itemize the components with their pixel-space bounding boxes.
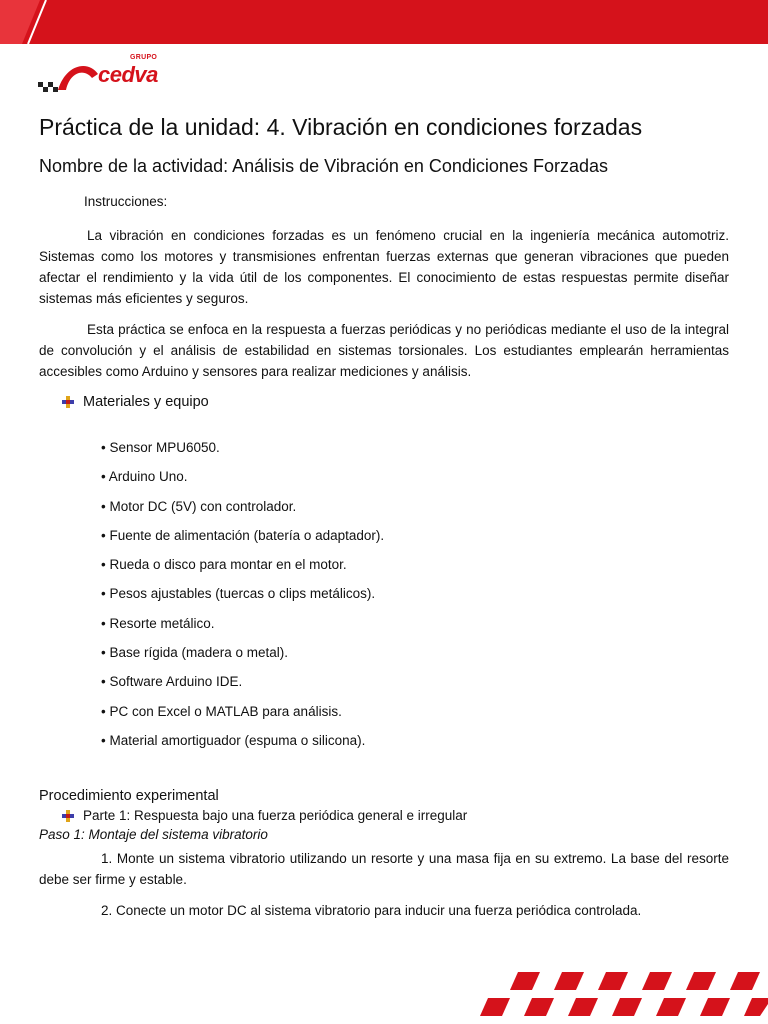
- part-1-heading: [61, 808, 729, 823]
- instructions-label: Instrucciones:: [84, 194, 168, 209]
- intro-paragraph-2: Esta práctica se enfoca en la respuesta a fuerzas periódicas y no periódicas mediante el uso de la integral de convolución y el análisis de estabilidad en sistemas torsionales. Los estudiantes emplearán herramientas accesibles como Arduino y sensores para realizar mediciones y análisis.: [39, 322, 729, 379]
- list-item: • Software Arduino IDE.: [101, 674, 243, 690]
- cross-bullet-icon: [61, 395, 75, 409]
- list-item: • Material amortiguador (espuma o silicona).: [101, 732, 366, 748]
- list-item: • Pesos ajustables (tuercas o clips metálicos).: [101, 586, 376, 602]
- activity-name: Nombre de la actividad: Análisis de Vibración en Condiciones Forzadas: [39, 156, 608, 176]
- list-item: • Sensor MPU6050.: [101, 440, 220, 455]
- list-item: • Rueda o disco para montar en el motor.: [101, 557, 347, 573]
- checkered-flag-icon: [36, 54, 100, 100]
- logo-brand-text: cedva: [98, 62, 158, 87]
- header-red-band: [0, 0, 768, 44]
- materials-list: [101, 438, 729, 760]
- cedva-logo: [36, 54, 158, 100]
- document-body: [39, 112, 729, 931]
- list-item: • Base rígida (madera o metal).: [101, 645, 289, 661]
- logo-grupo-text: GRUPO: [130, 54, 158, 61]
- list-item: • Arduino Uno.: [101, 469, 188, 485]
- cross-bullet-icon: [61, 809, 75, 823]
- step-1-title: Paso 1: Montaje del sistema vibratorio: [39, 827, 268, 843]
- procedure-heading: Procedimiento experimental: [39, 788, 219, 805]
- list-item: • Motor DC (5V) con controlador.: [101, 498, 297, 514]
- list-item: • Fuente de alimentación (batería o adaptador).: [101, 527, 385, 543]
- checkered-footer-graphic: [470, 964, 768, 1024]
- list-item: • Resorte metálico.: [101, 615, 215, 631]
- step-1-item: 1. Monte un sistema vibratorio utilizando un resorte y una masa fija en su extremo. La base del resorte debe ser firme y estable.: [39, 851, 729, 888]
- list-item: • PC con Excel o MATLAB para análisis.: [101, 703, 342, 719]
- materials-heading-text: Materiales y equipo: [83, 394, 209, 410]
- intro-paragraph-1: La vibración en condiciones forzadas es un fenómeno crucial en la ingeniería mecánica automotriz. Sistemas como los motores y transmisiones enfrentan fuerzas externas que generan vibraciones que pueden afectar el rendimiento y la vida útil de los componentes. El conocimiento de estas respuestas permite diseñar sistemas más eficientes y seguros.: [39, 228, 729, 306]
- step-2-item: 2. Conecte un motor DC al sistema vibratorio para inducir una fuerza periódica controlada.: [101, 903, 642, 919]
- page-title: Práctica de la unidad: 4. Vibración en condiciones forzadas: [39, 114, 643, 140]
- materials-heading: [61, 394, 729, 410]
- part-1-text: Parte 1: Respuesta bajo una fuerza periódica general e irregular: [83, 808, 468, 824]
